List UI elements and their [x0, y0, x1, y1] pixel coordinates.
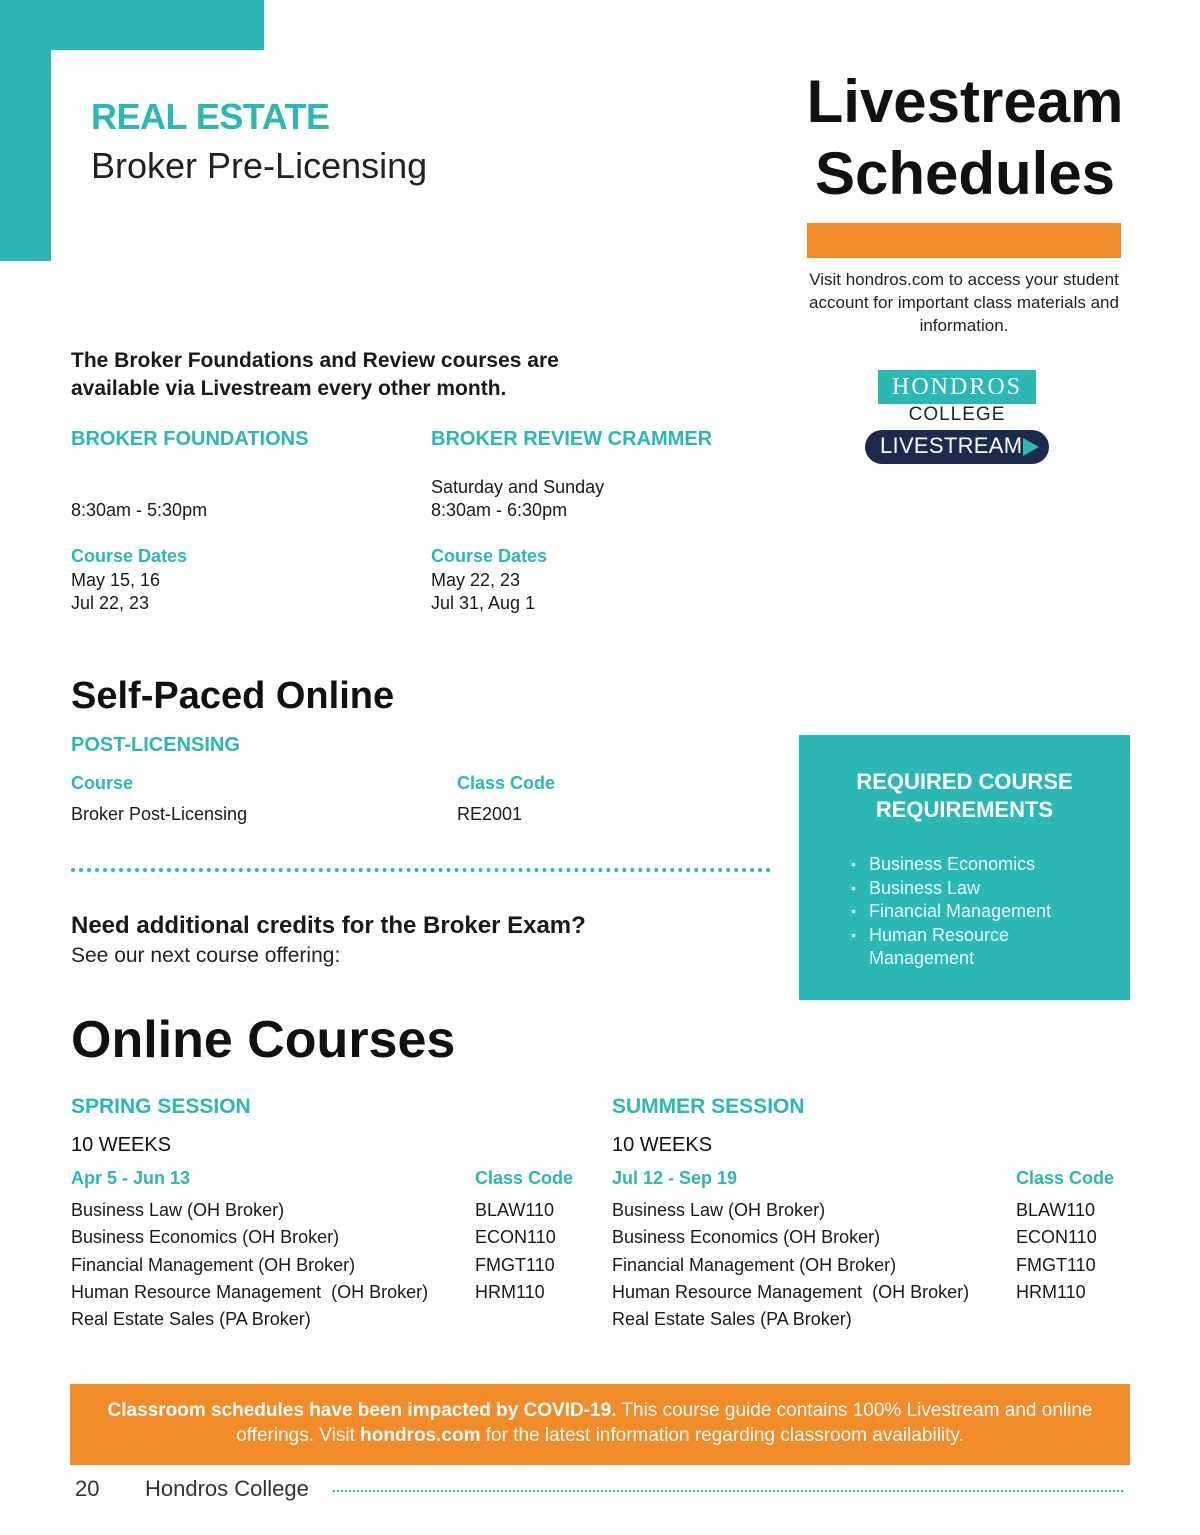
broker-foundations-dates-label: Course Dates — [71, 546, 188, 566]
spring-course-code: ECON110 — [475, 1227, 556, 1248]
additional-credits-sub: See our next course offering: — [71, 944, 341, 967]
spring-course-list — [71, 1197, 428, 1333]
additional-credits-question: Need additional credits for the Broker Exam? — [71, 912, 586, 939]
spring-class-code-header: Class Code — [475, 1168, 574, 1188]
course-column-header: Course — [71, 773, 134, 793]
spring-course-name: Business Law (OH Broker) — [71, 1200, 285, 1220]
spring-course-name: Financial Management (OH Broker) — [71, 1254, 356, 1275]
summer-class-code-header: Class Code — [1016, 1168, 1115, 1188]
post-licensing-course: Broker Post-Licensing — [71, 804, 248, 824]
livestream-schedules-title — [790, 66, 1140, 210]
summer-course-code: ECON110 — [1016, 1227, 1097, 1248]
summer-course-name: Financial Management (OH Broker) — [612, 1254, 897, 1275]
corner-accent-top — [0, 0, 264, 50]
summer-course-code: BLAW110 — [1016, 1200, 1096, 1220]
required-item: • Financial Management — [849, 900, 1099, 924]
dotted-divider — [71, 868, 771, 872]
footer-dotted-line — [333, 1490, 1123, 1492]
spring-course-code: HRM110 — [475, 1281, 545, 1302]
category-heading: REAL ESTATE — [91, 96, 330, 137]
spring-course-code: FMGT110 — [475, 1254, 555, 1275]
required-item: • Human Resource Management — [849, 924, 1099, 971]
page-number: 20 — [75, 1476, 100, 1501]
footer-college-name: Hondros College — [145, 1476, 309, 1501]
class-code-column-header: Class Code — [457, 773, 556, 793]
intro-text: The Broker Foundations and Review courses are available via Livestream every other month. — [71, 349, 559, 400]
broker-review-time: 8:30am - 6:30pm — [431, 500, 568, 520]
summer-dates: Jul 12 - Sep 19 — [612, 1168, 738, 1188]
required-courses-title — [799, 768, 1130, 824]
required-item: • Business Law — [849, 877, 1099, 901]
spring-session-heading: SPRING SESSION — [71, 1095, 251, 1118]
covid-banner-text — [90, 1398, 1110, 1448]
required-item: • Business Economics — [849, 853, 1099, 877]
online-courses-heading: Online Courses — [71, 1011, 456, 1069]
broker-review-date-1: May 22, 23 — [431, 570, 521, 590]
page-subtitle: Broker Pre-Licensing — [91, 145, 428, 186]
banner-text-2: for the latest information regarding classroom availability. — [480, 1425, 964, 1446]
required-courses-list — [849, 853, 1099, 971]
spring-course-name: Human Resource Management (OH Broker) — [71, 1281, 429, 1302]
play-icon — [1023, 438, 1039, 456]
broker-review-date-2: Jul 31, Aug 1 — [431, 593, 536, 613]
post-licensing-heading: POST-LICENSING — [71, 734, 240, 756]
title-line-2: Schedules — [814, 140, 1116, 207]
logo-name: HONDROS — [891, 374, 1022, 400]
broker-foundations-time: 8:30am - 5:30pm — [71, 500, 208, 520]
logo-livestream-text: LIVESTREAM — [880, 433, 1023, 458]
summer-course-code: FMGT110 — [1016, 1254, 1096, 1275]
required-title-line-2: REQUIREMENTS — [875, 797, 1054, 822]
orange-accent-bar — [807, 223, 1121, 258]
spring-course-name: Business Economics (OH Broker) — [71, 1227, 340, 1248]
post-licensing-code: RE2001 — [457, 804, 523, 824]
banner-text-1: This course guide contains 100% Livestream and online offerings. Visit — [236, 1400, 1093, 1446]
self-paced-heading: Self-Paced Online — [71, 675, 395, 717]
logo-college: COLLEGE — [908, 404, 1006, 425]
spring-weeks: 10 WEEKS — [71, 1134, 172, 1156]
visit-note: Visit hondros.com to access your student account for important class materials and information. — [809, 270, 1119, 335]
summer-course-name: Business Economics (OH Broker) — [612, 1227, 881, 1248]
banner-bold-lead: Classroom schedules have been impacted by COVID-19. — [107, 1400, 617, 1421]
spring-course-name: Real Estate Sales (PA Broker) — [71, 1309, 311, 1330]
title-line-1: Livestream — [806, 68, 1124, 135]
summer-course-name: Business Law (OH Broker) — [612, 1200, 826, 1220]
broker-review-dates-label: Course Dates — [431, 546, 548, 566]
required-title-line-1: REQUIRED COURSE — [856, 769, 1073, 794]
broker-review-days: Saturday and Sunday — [431, 477, 605, 497]
spring-code-list — [475, 1197, 556, 1306]
corner-accent-side — [0, 50, 51, 261]
summer-code-list — [1016, 1197, 1097, 1306]
spring-course-code: BLAW110 — [475, 1200, 555, 1220]
summer-course-name: Real Estate Sales (PA Broker) — [612, 1309, 852, 1330]
broker-foundations-heading: BROKER FOUNDATIONS — [71, 428, 309, 450]
summer-session-heading: SUMMER SESSION — [612, 1095, 805, 1118]
broker-foundations-date-1: May 15, 16 — [71, 570, 161, 590]
summer-course-list — [612, 1197, 969, 1333]
summer-course-name: Human Resource Management (OH Broker) — [612, 1281, 970, 1302]
broker-foundations-date-2: Jul 22, 23 — [71, 593, 150, 613]
hondros-link[interactable]: hondros.com — [360, 1425, 481, 1446]
summer-course-code: HRM110 — [1016, 1281, 1086, 1302]
summer-weeks: 10 WEEKS — [612, 1134, 713, 1156]
broker-review-heading: BROKER REVIEW CRAMMER — [431, 428, 713, 450]
spring-dates: Apr 5 - Jun 13 — [71, 1168, 191, 1188]
